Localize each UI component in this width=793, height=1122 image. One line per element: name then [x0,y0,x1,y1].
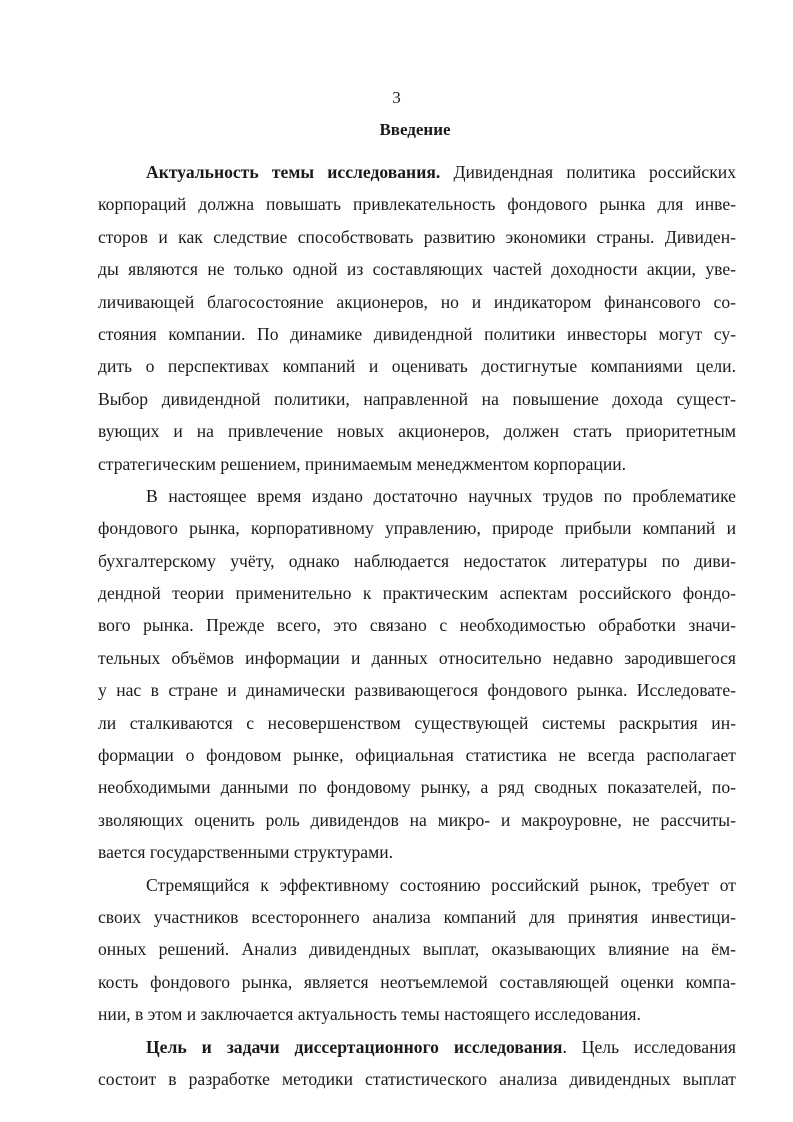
text-line: Актуальность темы исследования. Дивидендная политика российских [146,162,736,182]
text-line: фондового рынка, корпоративному управлению, природе прибыли компаний и [98,518,736,539]
text-line: формации о фондовом рынке, официальная статистика не всегда располагает [98,745,736,766]
text-line: состоит в разработке методики статистического анализа дивидендных выплат [98,1068,736,1089]
paragraph-lead: Цель и задачи диссертационного исследования [146,1036,563,1057]
text-line: у нас в стране и динамически развивающегося фондового рынка. Исследовате- [98,680,736,701]
text-line: В настоящее время издано достаточно научных трудов по проблематике [146,485,736,506]
text-line: вого рынка. Прежде всего, это связано с необходимостью обработки значи- [98,615,736,636]
text-line: зволяющих оценить роль дивидендов на микро- и макроуровне, не рассчиты- [98,809,736,830]
text-line: бухгалтерскому учёту, однако наблюдается недостаток литературы по диви- [98,550,736,571]
text-line: вается государственными структурами. [98,842,394,863]
text-line: стратегическим решением, принимаемым менеджментом корпорации. [98,453,627,474]
text-line: вующих и на привлечение новых акционеров, должен стать приоритетным [98,421,736,442]
text-line: сторов и как следствие способствовать развитию экономики страны. Дивиден- [98,226,736,247]
paragraph-lead: Актуальность темы исследования. [146,162,441,182]
page-number: 3 [392,88,401,107]
section-heading: Введение [379,120,451,139]
text-line: Стремящийся к эффективному состоянию российский рынок, требует от [146,874,736,895]
text-line: онных решений. Анализ дивидендных выплат, оказывающих влияние на ём- [98,939,736,960]
text-line: своих участников всестороннего анализа компаний для принятия инвестици- [98,906,736,927]
text-line: нии, в этом и заключается актуальность темы настоящего исследования. [98,1004,641,1025]
text-line: Цель и задачи диссертационного исследования. Цель исследования [146,1036,736,1057]
text-line: ды являются не только одной из составляющих частей доходности акции, уве- [98,259,736,280]
text-line: тельных объёмов информации и данных относительно недавно зародившегося [98,647,736,668]
text-line: стояния компании. По динамике дивидендной политики инвесторы могут су- [98,323,736,344]
text-line: личивающей благосостояние акционеров, но и индикатором финансового со- [98,291,736,312]
text-line: Выбор дивидендной политики, направленной на повышение дохода сущест- [98,388,736,409]
text-line: дендной теории применительно к практическим аспектам российского фондо- [98,583,736,604]
text-line: необходимыми данными по фондовому рынку, а ряд сводных показателей, по- [98,777,736,798]
text-line: ли сталкиваются с несовершенством существующей системы раскрытия ин- [98,712,736,733]
text-line: кость фондового рынка, является неотъемлемой составляющей оценки компа- [98,971,736,992]
body-text [98,156,736,1095]
text-line: дить о перспективах компаний и оценивать достигнутые компаниями цели. [98,356,736,377]
text-line: корпораций должна повышать привлекательность фондового рынка для инве- [98,194,736,215]
